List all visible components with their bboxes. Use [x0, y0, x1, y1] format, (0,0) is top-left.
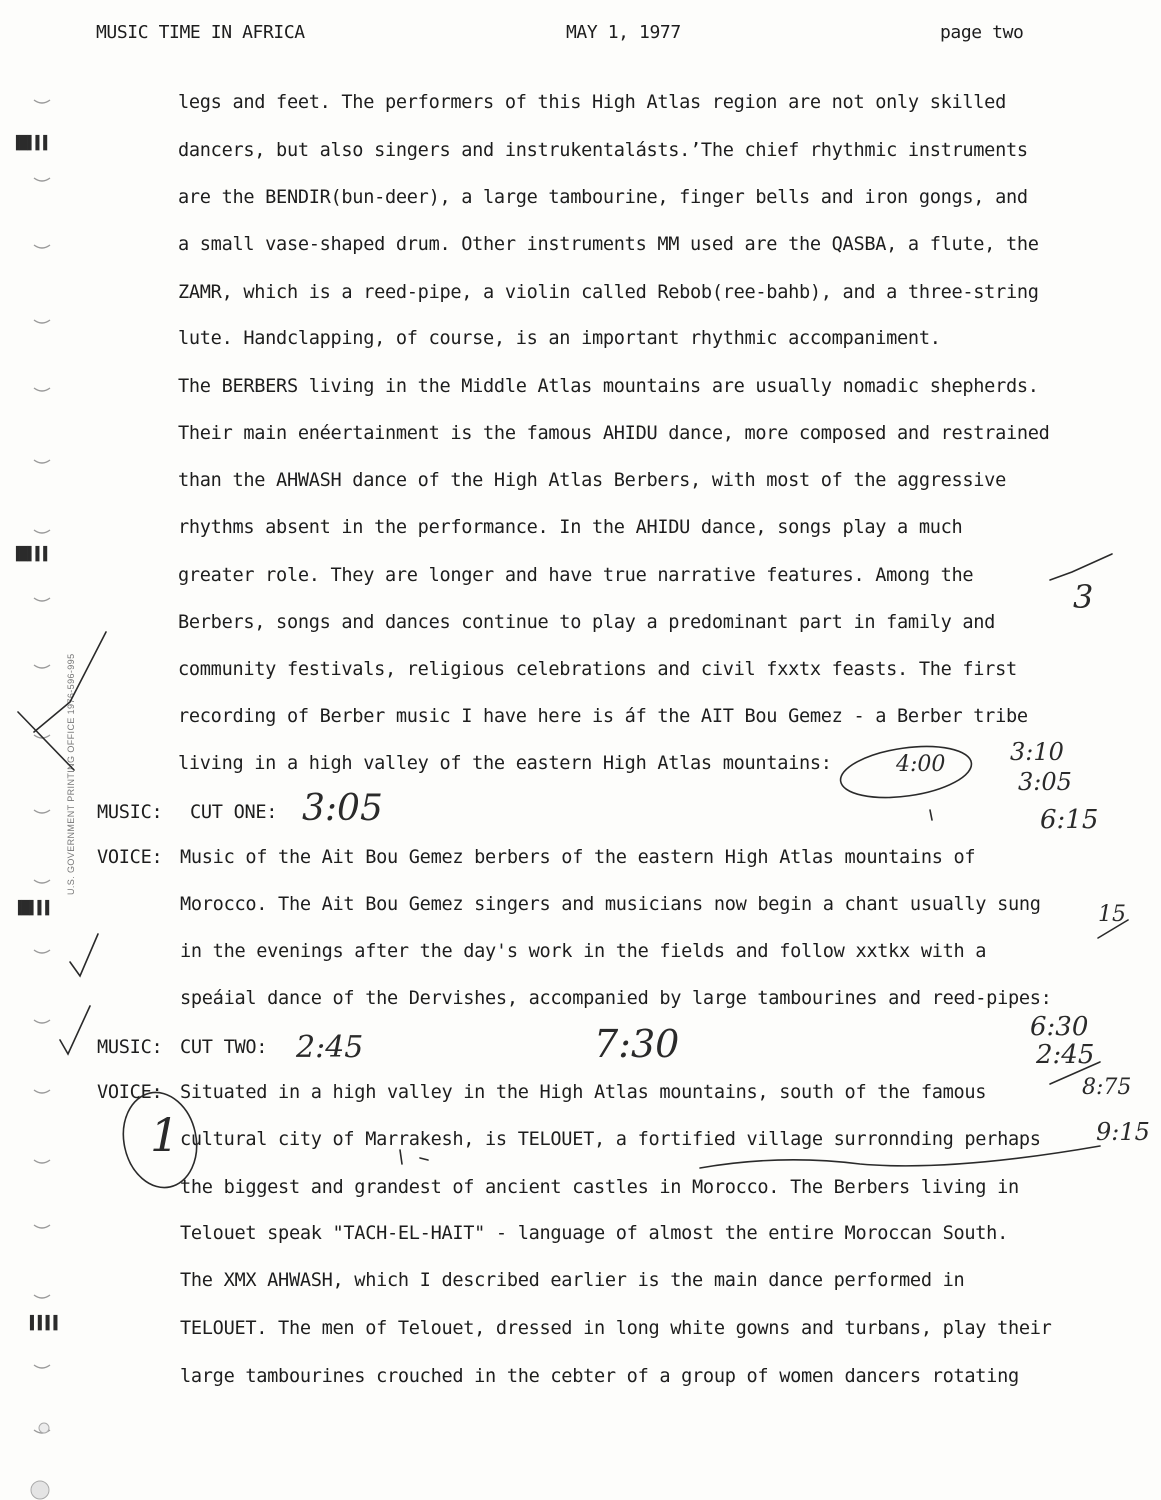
body-line: ZAMR, which is a reed-pipe, a violin called Rebob(ree-bahb), and a three-string: [178, 282, 1039, 303]
handwritten-circled-one: 1: [150, 1108, 180, 1162]
body-line: Berbers, songs and dances continue to play a predominant part in family and: [178, 612, 996, 633]
binding-mark-1: ▐█▌▌▌: [12, 136, 52, 151]
handwritten-sum-f: 8:75: [1082, 1075, 1132, 1100]
handwritten-cut-two-time: 2:45: [296, 1030, 364, 1065]
body-line: recording of Berber music I have here is áf the AIT Bou Gemez - a Berber tribe: [178, 706, 1028, 727]
handwritten-running-total: 7:30: [594, 1022, 680, 1066]
body-line: The BERBERS living in the Middle Atlas mountains are usually nomadic shepherds.: [178, 376, 1039, 397]
voice-cue-label: VOICE:: [97, 847, 163, 868]
body-line: Their main enéertainment is the famous AHIDU dance, more composed and restrained: [178, 423, 1050, 444]
voice-line: Music of the Ait Bou Gemez berbers of the eastern High Atlas mountains of: [180, 847, 976, 868]
body-line: community festivals, religious celebrations and civil fxxtx feasts. The first: [178, 659, 1017, 680]
voice-line: large tambourines crouched in the cebter of a group of women dancers rotating: [180, 1366, 1019, 1387]
binding-mark-2: ▐█▌▌▌: [12, 547, 52, 562]
music-cue-label: MUSIC:: [97, 802, 163, 823]
handwritten-sum-b: 3:05: [1018, 768, 1072, 796]
music-cut-two: CUT TWO:: [180, 1037, 268, 1058]
voice-line: Morocco. The Ait Bou Gemez singers and musicians now begin a chant usually sung: [180, 894, 1041, 915]
voice-line: Situated in a high valley in the High Atlas mountains, south of the famous: [180, 1082, 987, 1103]
body-line: are the BENDIR(bun-deer), a large tambourine, finger bells and iron gongs, and: [178, 187, 1028, 208]
voice-line: TELOUET. The men of Telouet, dressed in long white gowns and turbans, play their: [180, 1318, 1052, 1339]
music-cut-one: CUT ONE:: [190, 802, 278, 823]
voice-line: the biggest and grandest of ancient castles in Morocco. The Berbers living in: [180, 1177, 1019, 1198]
voice-line: speáial dance of the Dervishes, accompanied by large tambourines and reed-pipes:: [180, 988, 1052, 1009]
voice-line: The XMX AHWASH, which I described earlier is the main dance performed in: [180, 1270, 965, 1291]
handwritten-circled-time: 4:00: [896, 752, 946, 777]
binding-mark-3: ▐█▌▌▌: [14, 901, 54, 916]
handwritten-sum-a: 3:10: [1010, 738, 1064, 766]
handwritten-cut-one-time: 3:05: [302, 788, 383, 829]
voice-line: Telouet speak "TACH-EL-HAIT" - language of almost the entire Moroccan South.: [180, 1223, 1008, 1244]
handwritten-sum-d: 6:30: [1030, 1012, 1089, 1042]
body-line: dancers, but also singers and instrukentalásts.’The chief rhythmic instruments: [178, 140, 1028, 161]
government-printing-office-imprint: U.S. GOVERNMENT PRINTING OFFICE 1976-596-995: [66, 653, 76, 895]
header-date: MAY 1, 1977: [566, 22, 681, 43]
handwritten-sum-g: 9:15: [1096, 1118, 1150, 1146]
header-title: MUSIC TIME IN AFRICA: [96, 22, 305, 43]
body-line: than the AHWASH dance of the High Atlas Berbers, with most of the aggressive: [178, 470, 1006, 491]
music-cue-label: MUSIC:: [97, 1037, 163, 1058]
handwritten-margin-fifteen: 15: [1098, 902, 1126, 927]
header-page-number: page two: [940, 22, 1024, 43]
voice-line: in the evenings after the day's work in the fields and follow xxtkx with a: [180, 941, 987, 962]
binding-mark-4: ▌▌▌▌: [30, 1316, 62, 1331]
body-line: rhythms absent in the performance. In the AHIDU dance, songs play a much: [178, 517, 963, 538]
body-line: living in a high valley of the eastern High Atlas mountains:: [178, 753, 832, 774]
body-line: a small vase-shaped drum. Other instruments MM used are the QASBA, a flute, the: [178, 234, 1039, 255]
handwritten-margin-three: 3: [1073, 578, 1094, 616]
body-line: lute. Handclapping, of course, is an important rhythmic accompaniment.: [178, 328, 941, 349]
handwritten-sum-e: 2:45: [1036, 1040, 1095, 1070]
body-line: legs and feet. The performers of this High Atlas region are not only skilled: [178, 92, 1006, 113]
voice-line: cultural city of Marrakesh, is TELOUET, a fortified village surronnding perhaps: [180, 1129, 1041, 1150]
body-line: greater role. They are longer and have true narrative features. Among the: [178, 565, 974, 586]
handwritten-sum-c: 6:15: [1040, 805, 1099, 835]
voice-cue-label: VOICE:: [97, 1082, 163, 1103]
